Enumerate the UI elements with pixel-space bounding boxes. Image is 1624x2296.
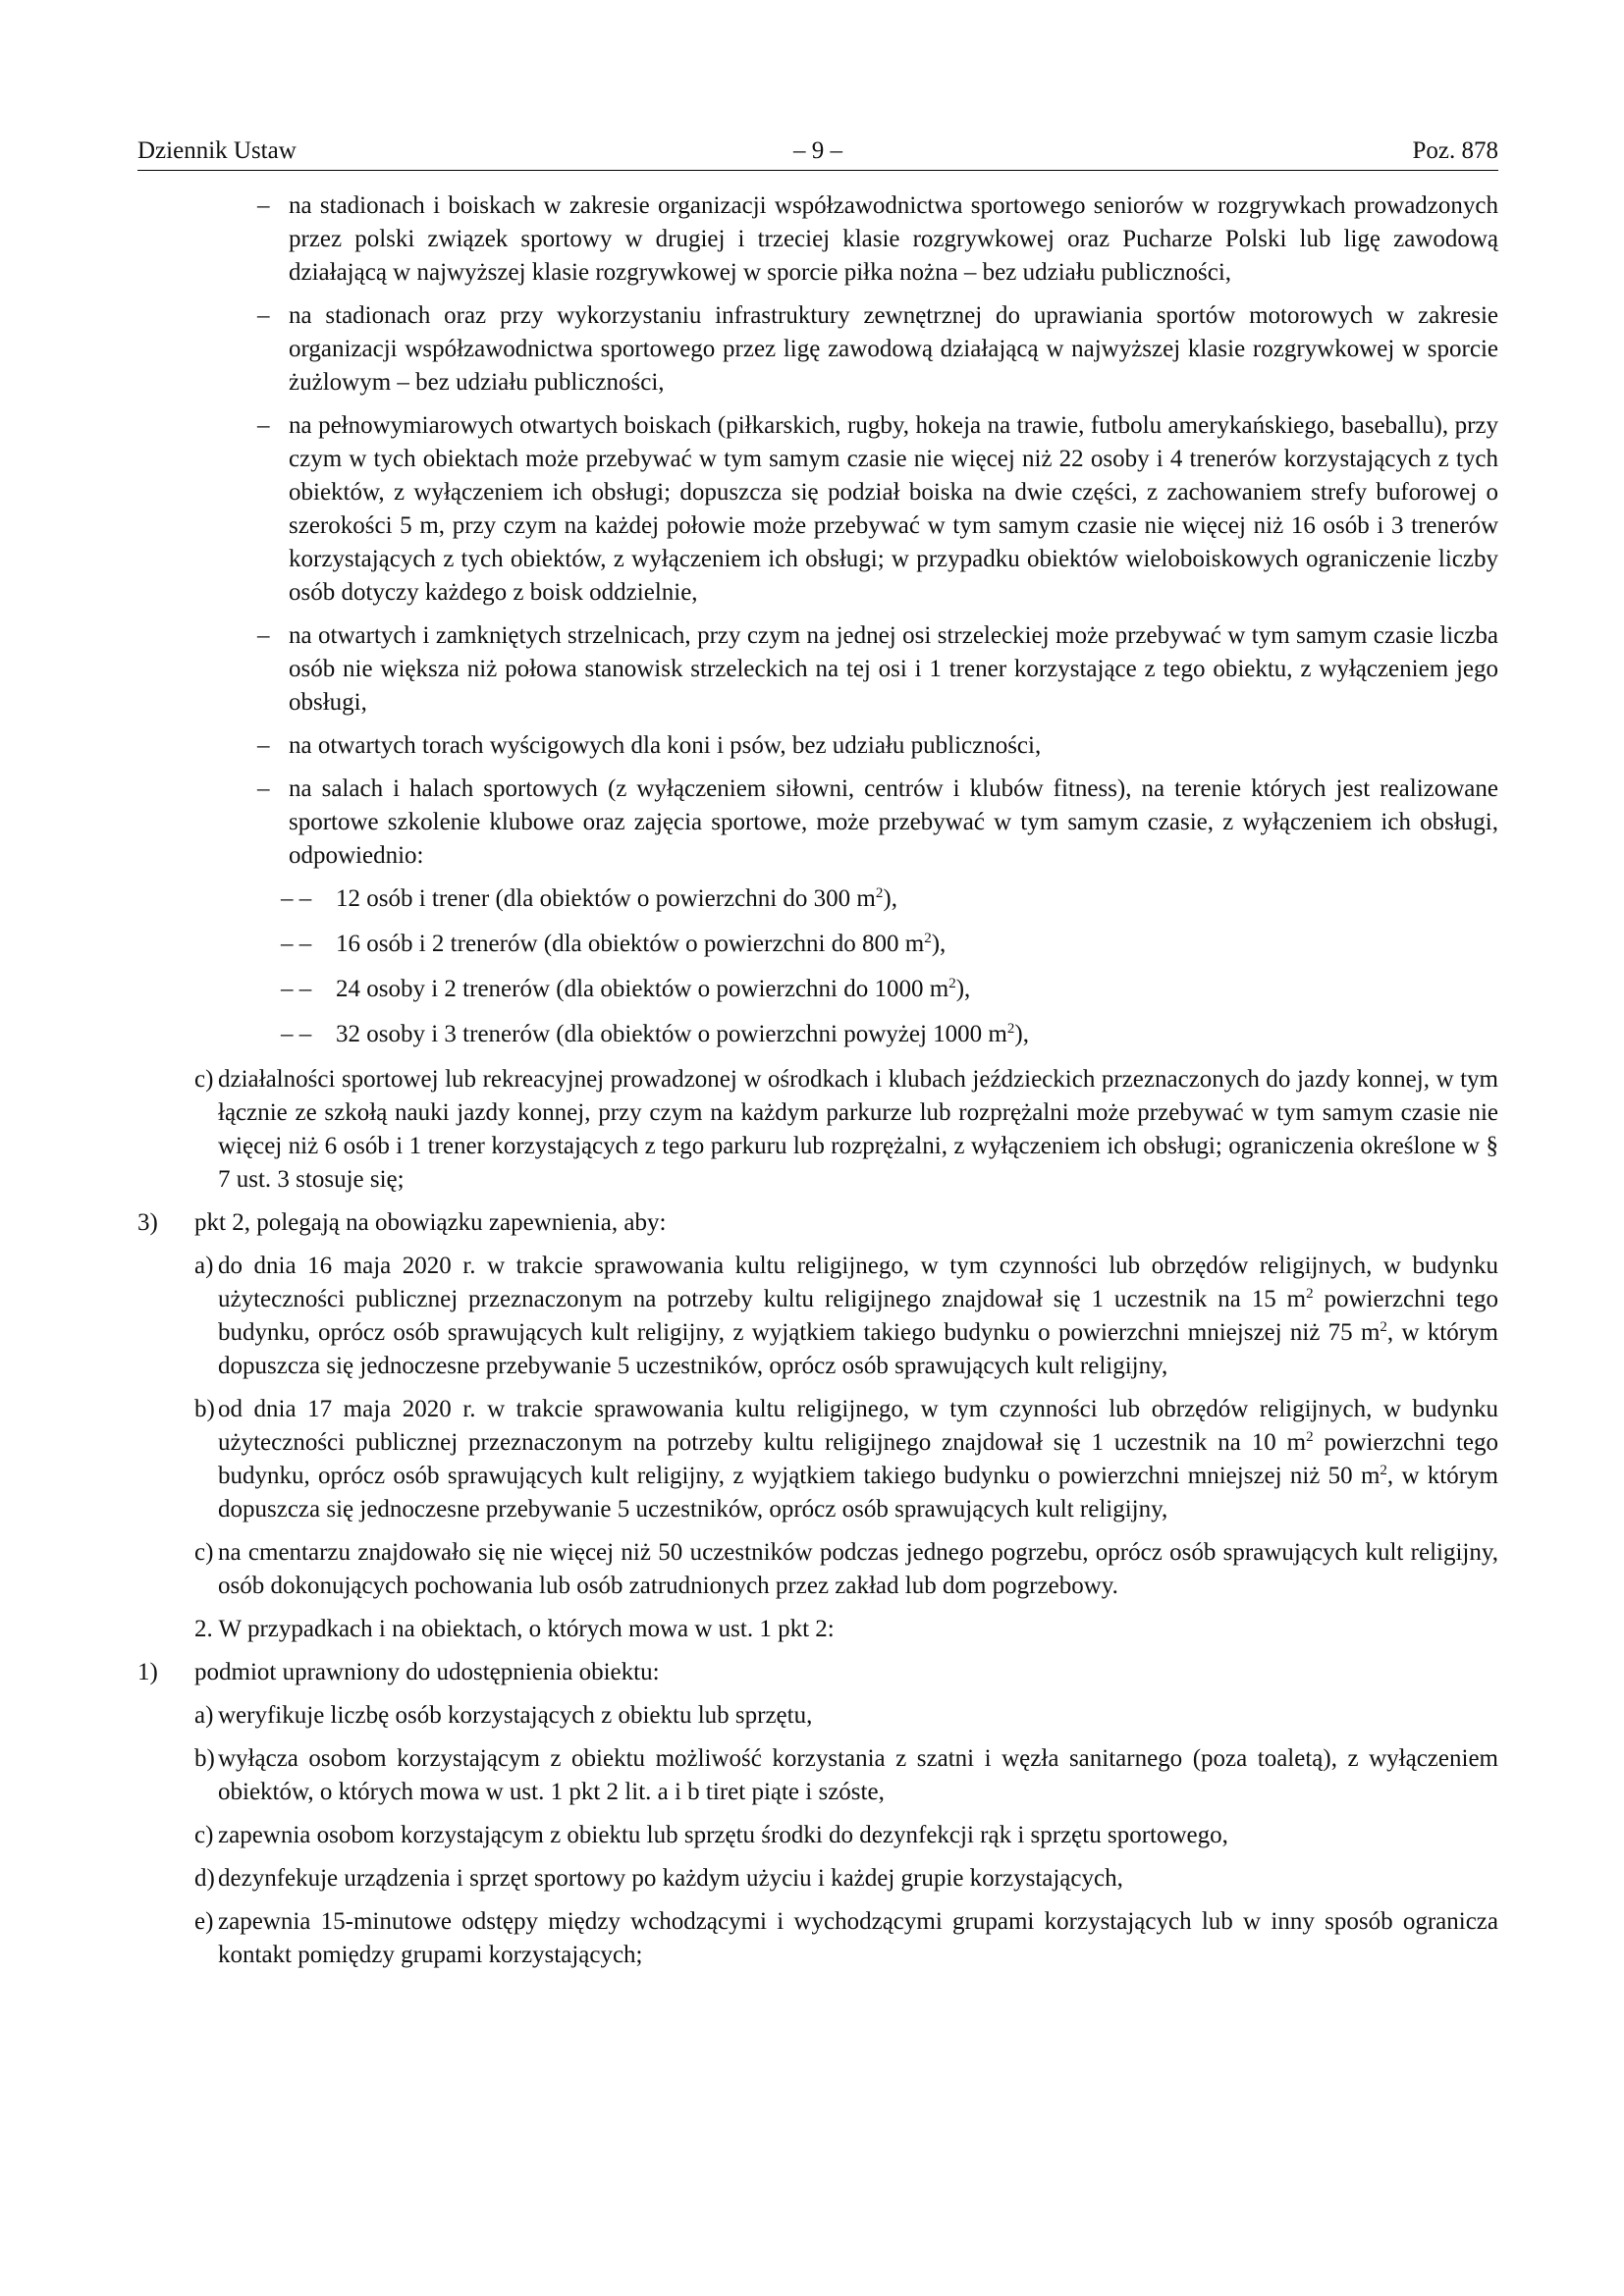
superscript: 2 <box>875 885 884 901</box>
dash-marker: – <box>257 412 270 439</box>
dash-item-text: na otwartych torach wyścigowych dla koni i psów, bez udziału publiczności, <box>289 732 1042 759</box>
superscript: 2 <box>1006 1021 1015 1037</box>
dash-item <box>137 729 1498 763</box>
double-dash-marker: – – <box>281 1021 312 1047</box>
letter-item-text: od dnia 17 maja 2020 r. w trakcie sprawowania kultu religijnego, w tym czynności lub obrzędów religijnych, w budynku użyteczności publicznej przeznaczonym na potrzeby kultu religijnego znajdował się 1 uczestnik na 10 m <box>218 1396 1498 1456</box>
letter-marker: b) <box>194 1745 215 1772</box>
letter-item-text: do dnia 16 maja 2020 r. w trakcie sprawowania kultu religijnego, w tym czynności lub obrzędów religijnych, w budynku użyteczności publicznej przeznaczonym na potrzeby kultu religijnego znajdował się 1 uczestnik na 15 m <box>218 1253 1498 1312</box>
double-dash-item <box>137 973 1498 1006</box>
number-marker: 1) <box>137 1659 158 1685</box>
double-dash-item <box>137 928 1498 961</box>
superscript: 2 <box>1380 1463 1387 1478</box>
dash-marker: – <box>257 732 270 759</box>
letter-item-a <box>137 1250 1498 1383</box>
dash-item <box>137 299 1498 400</box>
dash-marker: – <box>257 192 270 219</box>
letter-item-text: działalności sportowej lub rekreacyjnej prowadzonej w ośrodkach i klubach jeździeckich przeznaczonych do jazdy konnej, w tym łącznie ze szkołą nauki jazdy konnej, przy czym na każdym parkurze lub rozprężalni może przebywać w tym samym czasie nie więcej niż 6 osób i 1 trener korzystających z tego parkuru lub rozprężalni, z wyłączeniem ich obsługi; ograniczenia określone w § 7 ust. 3 stosuje się; <box>218 1066 1498 1193</box>
dash-item <box>137 773 1498 873</box>
letter-item-text: dezynfekuje urządzenia i sprzęt sportowy po każdym użyciu i każdej grupie korzystających, <box>218 1865 1123 1892</box>
letter-item-text: powierzchni tego budynku, oprócz osób sprawujących kult religijny, z wyjątkiem takiego budynku o powierzchni mniejszej niż 75 m <box>218 1286 1498 1346</box>
double-dash-marker: – – <box>281 885 312 912</box>
letter-item-b <box>137 1742 1498 1809</box>
superscript: 2 <box>924 931 932 946</box>
double-dash-marker: – – <box>281 976 312 1002</box>
letter-marker: a) <box>194 1253 214 1279</box>
superscript: 2 <box>1306 1429 1314 1445</box>
paragraph-2 <box>137 1613 1498 1646</box>
superscript: 2 <box>948 976 956 991</box>
page-header <box>137 134 1498 171</box>
letter-item-text: , w którym dopuszcza się jednoczesne przebywanie 5 uczestników, oprócz osób sprawujących kult religijny, <box>218 1463 1499 1522</box>
dash-marker: – <box>257 302 270 329</box>
letter-item-c <box>137 1536 1498 1603</box>
dash-item <box>137 619 1498 720</box>
dash-item-text: na stadionach i boiskach w zakresie organizacji współzawodnictwa sportowego seniorów w rozgrywkach prowadzonych przez polski związek sportowy w drugiej i trzeciej klasie rozgrywkowej oraz Pucharze Polski lub ligę zawodową działającą w najwyższej klasie rozgrywkowej w sporcie piłka nożna – bez udziału publiczności, <box>289 192 1498 286</box>
paragraph-text: 2. W przypadkach i na obiektach, o których mowa w ust. 1 pkt 2: <box>194 1616 835 1642</box>
letter-item-c <box>137 1819 1498 1852</box>
superscript: 2 <box>1380 1319 1387 1335</box>
double-dash-text: 12 osób i trener (dla obiektów o powierzchni do 300 m <box>336 885 876 912</box>
letter-item-text: powierzchni tego budynku, oprócz osób sprawujących kult religijny, z wyjątkiem takiego budynku o powierzchni mniejszej niż 50 m <box>218 1429 1498 1489</box>
document-body <box>137 189 1498 1982</box>
letter-item-text: zapewnia osobom korzystającym z obiektu lub sprzętu środki do dezynfekcji rąk i sprzętu sportowego, <box>218 1822 1228 1848</box>
letter-item-b <box>137 1393 1498 1526</box>
dash-item <box>137 409 1498 610</box>
letter-item-a <box>137 1699 1498 1733</box>
double-dash-tail: ), <box>931 931 947 957</box>
letter-item-text: zapewnia 15-minutowe odstępy między wchodzącymi i wychodzącymi grupami korzystających lub w inny sposób ogranicza kontakt pomiędzy grupami korzystających; <box>218 1908 1498 1968</box>
letter-item-text: , w którym dopuszcza się jednoczesne przebywanie 5 uczestników, oprócz osób sprawujących kult religijny, <box>218 1319 1499 1379</box>
numbered-item-text: pkt 2, polegają na obowiązku zapewnienia, aby: <box>194 1209 667 1236</box>
double-dash-text: 24 osoby i 2 trenerów (dla obiektów o powierzchni do 1000 m <box>336 976 949 1002</box>
double-dash-tail: ), <box>1014 1021 1029 1047</box>
page-number: – 9 – <box>793 137 842 164</box>
double-dash-item <box>137 882 1498 916</box>
letter-item-text: na cmentarzu znajdowało się nie więcej niż 50 uczestników podczas jednego pogrzebu, oprócz osób sprawujących kult religijny, osób dokonujących pochowania lub osób zatrudnionych przez zakład lub dom pogrzebowy. <box>218 1539 1498 1599</box>
double-dash-item <box>137 1018 1498 1051</box>
letter-item-text: wyłącza osobom korzystającym z obiektu możliwość korzystania z szatni i węzła sanitarnego (poza toaletą), z wyłączeniem obiektów, o których mowa w ust. 1 pkt 2 lit. a i b tiret piąte i szóste, <box>218 1745 1498 1805</box>
journal-title: Dziennik Ustaw <box>137 137 297 164</box>
position-number: Poz. 878 <box>1412 137 1498 164</box>
numbered-item-3 <box>137 1206 1498 1240</box>
letter-item-e <box>137 1905 1498 1972</box>
double-dash-text: 16 osób i 2 trenerów (dla obiektów o powierzchni do 800 m <box>336 931 925 957</box>
double-dash-tail: ), <box>955 976 971 1002</box>
letter-item-d <box>137 1862 1498 1896</box>
letter-marker: d) <box>194 1865 215 1892</box>
dash-marker: – <box>257 775 270 802</box>
dash-item <box>137 189 1498 290</box>
letter-marker: b) <box>194 1396 215 1422</box>
numbered-item-text: podmiot uprawniony do udostępnienia obiektu: <box>194 1659 660 1685</box>
number-marker: 3) <box>137 1209 158 1236</box>
numbered-item-1 <box>137 1656 1498 1689</box>
letter-marker: a) <box>194 1702 214 1729</box>
letter-marker: e) <box>194 1908 214 1935</box>
letter-item-text: weryfikuje liczbę osób korzystających z obiektu lub sprzętu, <box>218 1702 813 1729</box>
dash-marker: – <box>257 622 270 649</box>
letter-item-c <box>137 1063 1498 1197</box>
double-dash-marker: – – <box>281 931 312 957</box>
letter-marker: c) <box>194 1822 214 1848</box>
dash-item-text: na otwartych i zamkniętych strzelnicach, przy czym na jednej osi strzeleckiej może przebywać w tym samym czasie liczba osób nie większa niż połowa stanowisk strzeleckich na tej osi i 1 trener korzystające z tego obiektu, z wyłączeniem jego obsługi, <box>289 622 1498 716</box>
letter-marker: c) <box>194 1539 214 1566</box>
letter-marker: c) <box>194 1066 214 1093</box>
double-dash-text: 32 osoby i 3 trenerów (dla obiektów o powierzchni powyżej 1000 m <box>336 1021 1007 1047</box>
dash-item-text: na pełnowymiarowych otwartych boiskach (piłkarskich, rugby, hokeja na trawie, futbolu amerykańskiego, baseballu), przy czym w tych obiektach może przebywać w tym samym czasie nie więcej niż 22 osoby i 4 trenerów korzystających z tych obiektów, z wyłączeniem ich obsługi; dopuszcza się podział boiska na dwie części, z zachowaniem strefy buforowej o szerokości 5 m, przy czym na każdej połowie może przebywać w tym samym czasie nie więcej niż 16 osób i 3 trenerów korzystających z tych obiektów, z wyłączeniem ich obsługi; w przypadku obiektów wieloboiskowych ograniczenie liczby osób dotyczy każdego z boisk oddzielnie, <box>289 412 1498 606</box>
double-dash-tail: ), <box>883 885 897 912</box>
dash-item-text: na salach i halach sportowych (z wyłączeniem siłowni, centrów i klubów fitness), na terenie których jest realizowane sportowe szkolenie klubowe oraz zajęcia sportowe, może przebywać w tym samym czasie, z wyłączeniem ich obsługi, odpowiednio: <box>289 775 1498 869</box>
dash-item-text: na stadionach oraz przy wykorzystaniu infrastruktury zewnętrznej do uprawiania sportów motorowych w zakresie organizacji współzawodnictwa sportowego przez ligę zawodową działającą w najwyższej klasie rozgrywkowej w sporcie żużlowym – bez udziału publiczności, <box>289 302 1498 396</box>
superscript: 2 <box>1306 1286 1314 1302</box>
